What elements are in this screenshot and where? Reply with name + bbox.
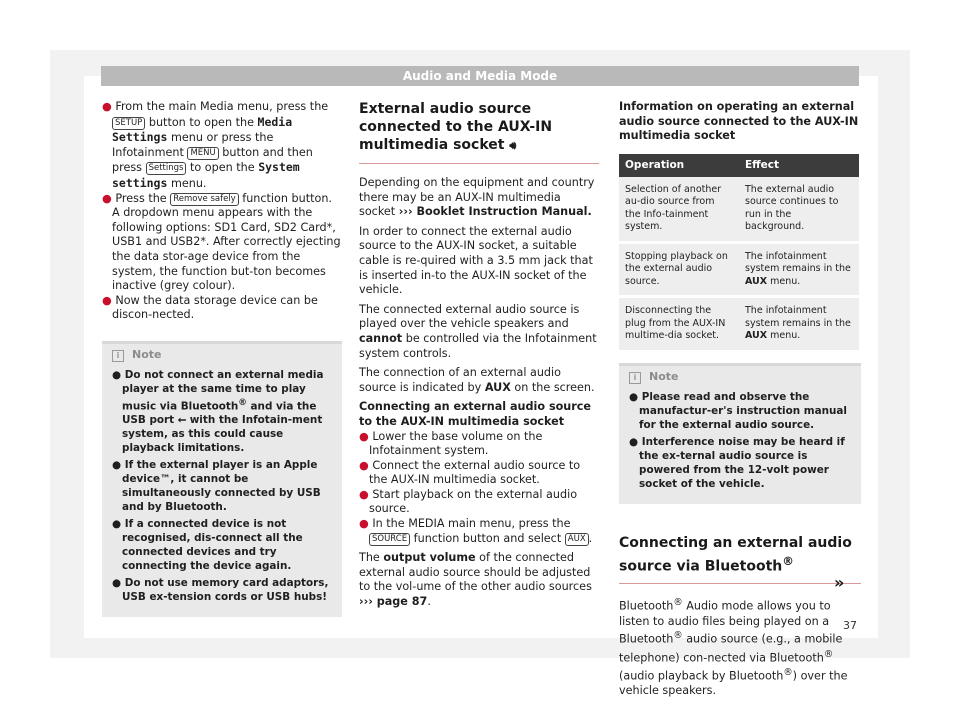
note-item: ● Do not connect an external media player at the same time to play music via Bluetooth® and via the USB port ⭠ with the Infotain-ment system, as this could cause playback limitations.: [112, 368, 324, 455]
note-box: [619, 363, 861, 504]
source-key: SOURCE: [369, 533, 410, 546]
table-cell: The external audio source continues to run in the background.: [739, 177, 859, 243]
info-icon: i: [112, 350, 124, 362]
section-title: Connecting an external audio source via Bluetooth®: [619, 534, 861, 585]
table-caption: Information on operating an external audio source connected to the AUX-IN multimedia socket: [619, 100, 859, 143]
step-item: ● Connect the external audio source to the AUX-IN multimedia socket.: [359, 458, 581, 487]
section-title: External audio source connected to the AUX-IN multimedia socket 🔊︎: [359, 100, 599, 164]
paragraph: The connection of an external audio source is indicated by AUX on the screen.: [359, 366, 595, 394]
note-heading: i Note: [112, 348, 332, 362]
table-row: [619, 177, 859, 243]
table-cell: Disconnecting the plug from the AUX-IN multime-dia socket.: [619, 297, 739, 352]
paragraph: The connected external audio source is played over the vehicle speakers and cannot be controlled via the Infotainment system controls.: [359, 302, 597, 360]
note-item: ● If a connected device is not recognised, dis-connect all the connected devices and try connecting the device again.: [112, 518, 303, 573]
note-box: [102, 341, 342, 617]
paragraph: In order to connect the external audio source to the AUX-IN socket, a suitable cable is re-quired with a 3.5 mm jack that is inserted in-to the AUX-IN socket of the vehicle.: [359, 224, 593, 297]
note-item: ● Do not use memory card adaptors, USB ex-tension cords or USB hubs!: [112, 577, 329, 604]
paragraph: Bluetooth® Audio mode allows you to listen to audio files being played on a Bluetooth® audio source (e.g., a mobile telephone) con-nected via Bluetooth® (audio playback by Bluetooth®) over the vehicle speakers.: [619, 597, 848, 698]
table-header: Operation: [619, 154, 739, 177]
continue-marker: »: [834, 573, 845, 592]
note-heading: i Note: [629, 370, 851, 384]
column-1: [102, 100, 342, 617]
table-row: [619, 242, 859, 297]
menu-name: Media Settings: [112, 114, 293, 145]
column-3: [619, 100, 861, 704]
table-cell: Stopping playback on the external audio source.: [619, 242, 739, 297]
usb-icon: ⭠: [177, 414, 187, 427]
step-item: ● Lower the base volume on the Infotainment system.: [359, 429, 543, 458]
info-icon: i: [629, 372, 641, 384]
column-2: [359, 100, 599, 615]
subheading: Connecting an external audio source to the AUX-IN multimedia socket: [359, 400, 591, 428]
table-header-row: [619, 154, 859, 177]
table-cell: The infotainment system remains in the AUX menu.: [739, 242, 859, 297]
bullet-item: ● Press the Remove safely function button. A dropdown menu appears with the following options: SD1 Card, SD2 Card*, USB1 and USB2*. After correctly ejecting the data stor-age device from the system, the function but-ton becomes inactive (grey colour).: [102, 191, 341, 293]
table-cell: The infotainment system remains in the AUX menu.: [739, 297, 859, 352]
aux-key: AUX: [565, 533, 589, 546]
operations-table: [619, 154, 859, 353]
note-item: ● Please read and observe the manufactur-er's instruction manual for the external audio source.: [629, 390, 847, 431]
chapter-header: Audio and Media Mode: [101, 66, 859, 86]
menu-key: MENU: [187, 147, 218, 160]
page-number: 37: [843, 619, 857, 632]
table-header: Effect: [739, 154, 859, 177]
step-item: ● In the MEDIA main menu, press the SOURCE function button and select AUX .: [359, 517, 593, 545]
menu-name: System settings: [112, 160, 300, 190]
settings-key: Settings: [146, 162, 187, 175]
paragraph: Depending on the equipment and country there may be an AUX-IN multimedia socket ››› Booklet Instruction Manual.: [359, 176, 595, 219]
table-row: [619, 297, 859, 352]
setup-key: SETUP: [112, 117, 145, 130]
bullet-item: ● Now the data storage device can be discon-nected.: [102, 293, 318, 322]
note-item: ● Interference noise may be heard if the ex-ternal audio source is powered from the 12-volt power socket of the vehicle.: [629, 435, 845, 490]
table-cell: Selection of another au-dio source from the Info-tainment system.: [619, 177, 739, 243]
bullet-item: ● From the main Media menu, press the SETUP button to open the Media Settings menu or press the Infotainment MENU button and then press Settings to open the System settings menu.: [102, 100, 329, 190]
paragraph: The output volume of the connected external audio source should be adjusted to the vol-ume of the other audio sources ››› page 87.: [359, 551, 592, 609]
remove-safely-key: Remove safely: [170, 193, 238, 206]
note-item: ● If the external player is an Apple device™, it cannot be simultaneously connected by USB and by Bluetooth.: [112, 459, 321, 514]
audio-icon: 🔊︎: [509, 139, 517, 152]
step-item: ● Start playback on the external audio source.: [359, 487, 578, 516]
